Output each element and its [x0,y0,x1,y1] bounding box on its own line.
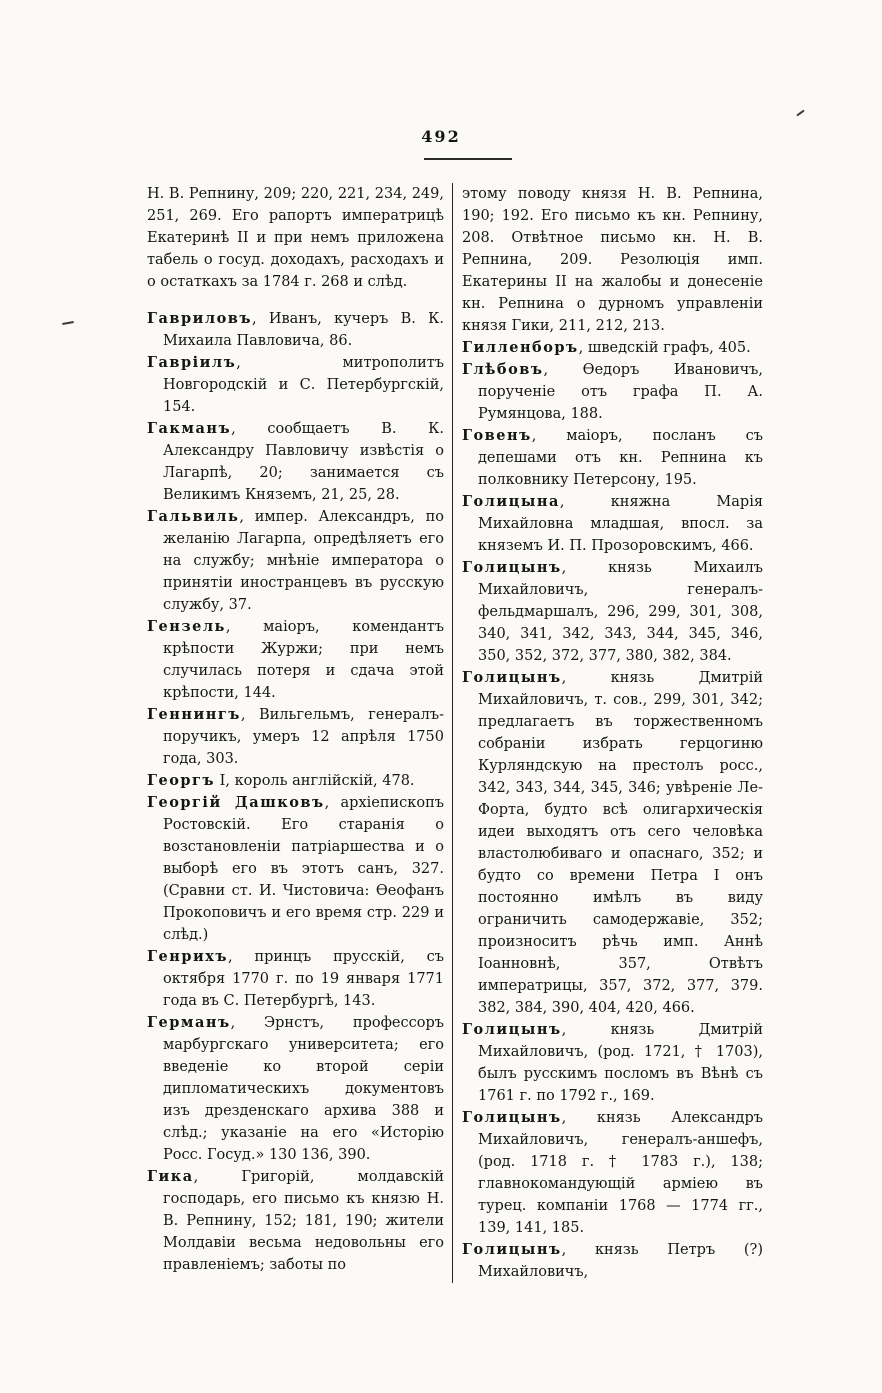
index-entry: Геннингъ, Вильгельмъ, генералъ-поручикъ, умеръ 12 апрѣля 1750 года, 303. [147,706,444,767]
index-entry-headword: Голицынъ [462,669,562,686]
index-entry: Германъ, Эрнстъ, профессоръ марбургскаго университета; его введеніе ко второй серіи дипломатическихъ документовъ изъ дрезденскаго архива 388 и слѣд.; указаніе на его «Исторію Росс. Госуд.» 130 136, 390. [147,1014,444,1163]
index-entry-headword: Голицына [462,493,560,510]
index-entry: Глѣбовъ, Ѳедоръ Ивановичъ, порученіе отъ графа П. А. Румянцова, 188. [462,361,763,422]
index-entry: Голицынъ, князь Петръ (?) Михайловичъ, [462,1241,763,1280]
index-entry-headword: Голицынъ [462,1109,562,1126]
page-number-rule [424,158,512,160]
index-entry-headword: Голицынъ [462,559,562,576]
index-entry-headword: Гакманъ [147,420,232,437]
index-entry: Гальвиль, импер. Александръ, по желанію Лагарпа, опредѣляетъ его на службу; мнѣніе императора о принятіи иностранцевъ въ русскую службу, 37. [147,508,444,613]
index-entry-headword: Генрихъ [147,948,229,965]
index-entry: Гакманъ, сообщаетъ В. К. Александру Павловичу извѣстія о Лагарпѣ, 20; занимается съ Великимъ Княземъ, 21, 25, 28. [147,420,444,503]
index-entry-headword: Гензель [147,618,226,635]
index-entry-headword: Гилленборъ [462,339,579,356]
index-entry-headword: Георгій Дашковъ [147,794,325,811]
index-entry: Гавриловъ, Иванъ, кучеръ В. К. Михаила Павловича, 86. [147,310,444,349]
index-entry: Голицынъ, князь Александръ Михайловичъ, генералъ-аншефъ, (род. 1718 г. † 1783 г.), 138; главнокомандующій арміею въ турец. компаніи 1768 — 1774 гг., 139, 141, 185. [462,1109,763,1236]
index-entry: Голицынъ, князь Дмитрій Михайловичъ, (род. 1721, † 1703), былъ русскимъ посломъ въ Вѣнѣ съ 1761 г. по 1792 г., 169. [462,1021,763,1104]
index-columns [147,183,767,1283]
index-entry-headword: Гика [147,1168,194,1185]
index-entry-continuation: этому поводу князя Н. В. Репнина, 190; 192. Его письмо къ кн. Репнину, 208. Отвѣтное письмо кн. Н. В. Репнина, 209. Резолюція имп. Екатерины II на жалобы и донесеніе кн. Репнина о дурномъ управленіи князя Гики, 211, 212, 213. [462,186,763,334]
index-entry: Георгъ I, король англійскій, 478. [147,772,415,789]
index-entry-continuation: Н. В. Репнину, 209; 220, 221, 234, 249, 251, 269. Его рапортъ императрицѣ Екатеринѣ II и при немъ приложена табель о госуд. доходахъ, расходахъ и о остаткахъ за 1784 г. 268 и слѣд. [147,186,444,290]
index-entry-headword: Глѣбовъ [462,361,544,378]
index-entry-headword: Германъ [147,1014,231,1031]
index-entry: Голицынъ, князь Михаилъ Михайловичъ, генералъ-фельдмаршалъ, 296, 299, 301, 308, 340, 341, 342, 343, 344, 345, 346, 350, 352, 372, 377, 380, 382, 384. [462,559,763,664]
index-entry: Голицына, княжна Марія Михайловна младшая, впосл. за княземъ И. П. Прозоровскимъ, 466. [462,493,763,554]
scan-artifact-top-right [796,110,805,117]
page-number: 492 [421,127,461,146]
index-entry: Гензель, маіоръ, комендантъ крѣпости Журжи; при немъ случилась потеря и сдача этой крѣпости, 144. [147,618,444,701]
scan-artifact-left-margin [62,321,74,325]
index-entry: Георгій Дашковъ, архіепископъ Ростовскій. Его старанія о возстановленіи патріаршества и о выборѣ его въ этотъ санъ, 327. (Сравни ст. И. Чистовича: Ѳеофанъ Прокоповичъ и его время стр. 229 и слѣд.) [147,794,444,943]
index-entry-headword: Голицынъ [462,1021,562,1038]
index-entry-headword: Говенъ [462,427,532,444]
index-entry: Голицынъ, князь Дмитрій Михайловичъ, т. сов., 299, 301, 342; предлагаетъ въ торжественномъ собраніи избрать герцогиню Курляндскую на престолъ росс., 342, 343, 344, 345, 346; увѣреніе Ле-Форта, будто всѣ олигархическія идеи выходятъ отъ сего человѣка властолюбиваго и опаснаго, 352; и будто со времени Петра I онъ постоянно имѣлъ въ виду ограничить самодержавіе, 352; произноситъ рѣчь имп. Аннѣ Іоанновнѣ, 357, Отвѣтъ императрицы, 357, 372, 377, 379. 382, 384, 390, 404, 420, 466. [462,669,763,1016]
index-entry: Генрихъ, принцъ прусскій, съ октября 1770 г. по 19 января 1771 года въ С. Петербургѣ, 143. [147,948,444,1009]
index-entry-headword: Гавриловъ [147,310,252,327]
index-entry: Говенъ, маіоръ, посланъ съ депешами отъ кн. Репнина къ полковнику Петерсону, 195. [462,427,763,488]
column-divider-rule [452,183,453,1283]
index-entry-headword: Гавріилъ [147,354,237,371]
index-column-right [462,183,763,1283]
index-entry: Гика, Григорій, молдавскій господарь, его письмо къ князю Н. В. Репнину, 152; 181, 190; жители Молдавіи весьма недовольны его правленіемъ; заботы по [147,1168,444,1273]
index-entry: Гавріилъ, митрополитъ Новгородскій и С. Петербургскій, 154. [147,354,444,415]
index-entry: Гилленборъ, шведскій графъ, 405. [462,339,751,356]
index-entry-headword: Голицынъ [462,1241,562,1258]
index-entry-headword: Геннингъ [147,706,241,723]
index-entry-headword: Гальвиль [147,508,240,525]
index-column-left [147,183,444,1283]
index-entry-headword: Георгъ [147,772,216,789]
